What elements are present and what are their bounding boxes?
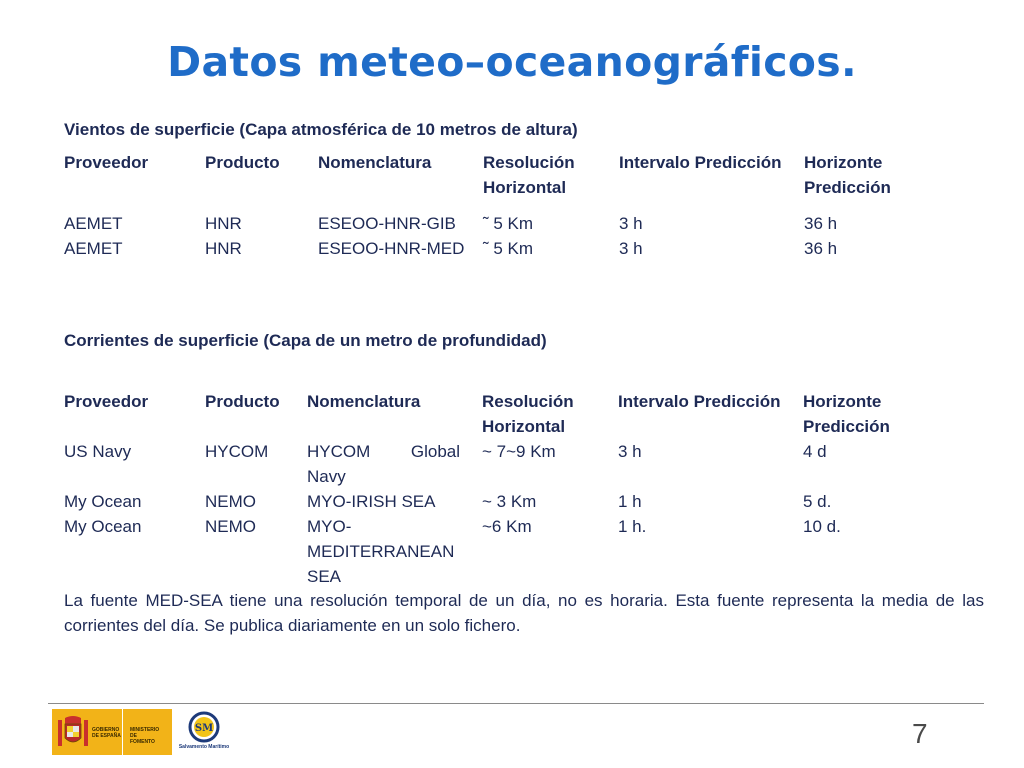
salvamento-emblem-icon [176,709,232,743]
column-header: Intervalo Predicción [618,392,781,411]
cell-producto: HNR [205,214,242,233]
column-header: Horizonte Predicción [804,153,891,197]
winds-section-heading: Vientos de superficie (Capa atmosférica de 10 metros de altura) [64,120,578,139]
cell-horizonte: 10 d. [803,517,841,536]
table-header-row [64,389,923,439]
cell-intervalo: 1 h [618,492,642,511]
coat-of-arms-icon [56,714,90,750]
cell-intervalo: 3 h [619,239,643,258]
cell-resolucion: ˜ 5 Km [483,239,534,258]
column-header: Horizonte Predicción [803,392,890,436]
cell-producto: NEMO [205,492,256,511]
logo-divider [122,709,123,755]
cell-resolucion: ˜ 5 Km [483,214,534,233]
salvamento-maritimo-logo [176,709,232,755]
column-header: Producto [205,392,280,411]
winds-table [64,150,924,261]
cell-producto: HNR [205,239,242,258]
column-header: Nomenclatura [318,153,432,172]
table-row [64,236,924,261]
cell-horizonte: 36 h [804,239,838,258]
cell-proveedor: My Ocean [64,492,142,511]
column-header: Resolución Horizontal [483,153,575,197]
cell-horizonte: 36 h [804,214,838,233]
table-row [64,439,923,489]
cell-proveedor: US Navy [64,442,132,461]
salvamento-initials: SM [194,723,214,734]
cell-proveedor: AEMET [64,239,123,258]
cell-nomenclatura: ESEOO-HNR-MED [318,239,465,258]
column-header: Intervalo Predicción [619,153,782,172]
column-header: Producto [205,153,280,172]
cell-intervalo: 1 h. [618,517,647,536]
salvamento-label: Salvamento Marítimo [178,744,230,750]
currents-table [64,389,923,589]
cell-resolucion: ~ 3 Km [482,492,537,511]
column-header: Proveedor [64,153,149,172]
column-header: Proveedor [64,392,149,411]
footnote-text: La fuente MED-SEA tiene una resolución temporal de un día, no es horaria. Esta fuente representa la media de las corrientes del día. Se publica diariamente en un solo fichero. [64,591,984,635]
table-row [64,514,923,589]
cell-resolucion: ~ 7~9 Km [482,442,556,461]
cell-horizonte: 5 d. [803,492,832,511]
ministerio-label: MINISTERIO DE FOMENTO [130,727,160,745]
gobierno-label: GOBIERNO DE ESPAÑA [92,727,121,739]
cell-producto: HYCOM [205,442,269,461]
cell-intervalo: 3 h [619,214,643,233]
currents-section-heading: Corrientes de superficie (Capa de un metro de profundidad) [64,331,547,350]
cell-nomenclatura: MYO-MEDITERRANEAN SEA [307,517,455,586]
footer-divider [48,703,984,704]
table-header-row [64,150,924,200]
cell-resolucion: ~6 Km [482,517,532,536]
column-header: Resolución Horizontal [482,392,574,436]
cell-horizonte: 4 d [803,442,827,461]
table-row [64,211,924,236]
page-title: Datos meteo–oceanográficos. [167,38,857,86]
cell-nomenclatura: ESEOO-HNR-GIB [318,214,456,233]
gobierno-logo [52,709,173,755]
cell-nomenclatura: HYCOM Global Navy [307,442,460,486]
cell-proveedor: My Ocean [64,517,142,536]
cell-producto: NEMO [205,517,256,536]
page-number: 7 [912,718,928,749]
cell-intervalo: 3 h [618,442,642,461]
column-header: Nomenclatura [307,392,421,411]
cell-nomenclatura: MYO-IRISH SEA [307,492,436,511]
cell-proveedor: AEMET [64,214,123,233]
table-row [64,489,923,514]
